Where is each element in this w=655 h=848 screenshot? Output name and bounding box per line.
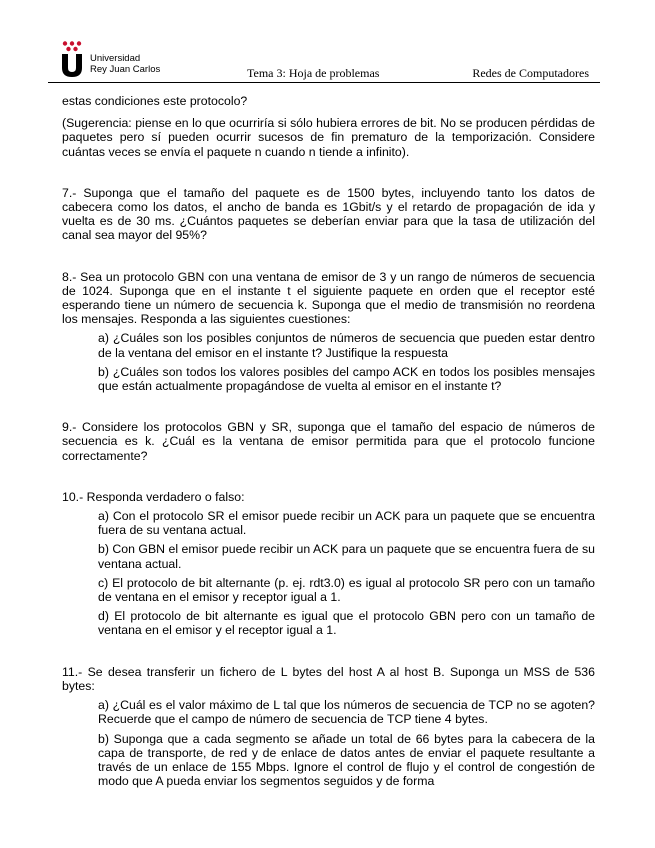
university-line1: Universidad: [90, 53, 141, 64]
question-11a: a) ¿Cuál es el valor máximo de L tal que los números de secuencia de TCP no se agoten? Recuerde que el campo de número de secuencia de TCP tiene 4 bytes.: [98, 698, 595, 727]
university-logo: [60, 40, 170, 80]
course-name: Redes de Computadores: [472, 66, 589, 80]
university-line2: Rey Juan Carlos: [90, 64, 161, 75]
question-8: 8.- Sea un protocolo GBN con una ventana de emisor de 3 y un rango de números de secuencia de 1024. Suponga que en el instante t el siguiente paquete en orden que el receptor esté esperando tiene un número de secuencia k. Suponga que el medio de transmisión no reordena los mensajes. Responda a las siguientes cuestiones:: [62, 269, 595, 327]
question-9: 9.- Considere los protocolos GBN y SR, suponga que el tamaño del espacio de números de secuencia es k. ¿Cuál es la ventana de emisor permitida para que el protocolo funcione correctamente?: [62, 420, 595, 463]
question-7: 7.- Suponga que el tamaño del paquete es de 1500 bytes, incluyendo tanto los datos de cabecera como los datos, el ancho de banda es 1Gbit/s y el retardo de propagación de ida y vuelta es de 30 ms. ¿Cuántos paquetes se deberían enviar para que la tasa de utilización del canal sea mayor del 95%?: [62, 185, 595, 243]
question-11b: b) Suponga que a cada segmento se añade un total de 66 bytes para la cabecera de la capa de transporte, de red y de enlace de datos antes de enviar el paquete resultante a través de un enlace de 155 Mbps. Ignore el control de flujo y el control de congestión de modo que A pueda enviar los segmentos seguidos y de forma: [98, 731, 595, 789]
question-10d: d) El protocolo de bit alternante es igual que el protocolo GBN pero con un tamaño de ventana en el emisor y el receptor igual a 1.: [98, 609, 595, 638]
university-name: [90, 53, 160, 75]
header-divider: [48, 82, 600, 83]
document-body: [62, 94, 595, 788]
question-10b: b) Con GBN el emisor puede recibir un ACK para un paquete que se encuentra fuera de su ventana actual.: [98, 542, 595, 571]
question-10a: a) Con el protocolo SR el emisor puede recibir un ACK para un paquete que se encuentra fuera de su ventana actual.: [98, 509, 595, 538]
intro-line: estas condiciones este protocolo?: [62, 94, 248, 108]
question-8b: b) ¿Cuáles son todos los valores posibles del campo ACK en todos los posibles mensajes que están actualmente propagándose de vuelta al emisor en el instante t?: [98, 364, 595, 394]
question-11: 11.- Se desea transferir un fichero de L bytes del host A al host B. Suponga un MSS de 536 bytes:: [62, 664, 595, 693]
question-10c: c) El protocolo de bit alternante (p. ej. rdt3.0) es igual al protocolo SR pero con un tamaño de ventana en el emisor y receptor igual a 1.: [98, 575, 595, 605]
question-8a: a) ¿Cuáles son los posibles conjuntos de números de secuencia que pueden estar dentro de la ventana del emisor en el instante t? Justifique la respuesta: [98, 331, 595, 360]
urjc-logo-mark: [60, 40, 84, 78]
hint-paragraph: (Sugerencia: piense en lo que ocurriría si sólo hubiera errores de bit. No se producen pérdidas de paquetes pero sí pueden ocurrir sucesos de fin prematuro de la temporización. Considere cuántas veces se envía el paquete n cuando n tiende a infinito).: [62, 116, 595, 159]
document-title: Tema 3: Hoja de problemas: [247, 66, 380, 80]
page-header: [60, 40, 595, 82]
question-10: 10.- Responda verdadero o falso:: [62, 489, 245, 504]
